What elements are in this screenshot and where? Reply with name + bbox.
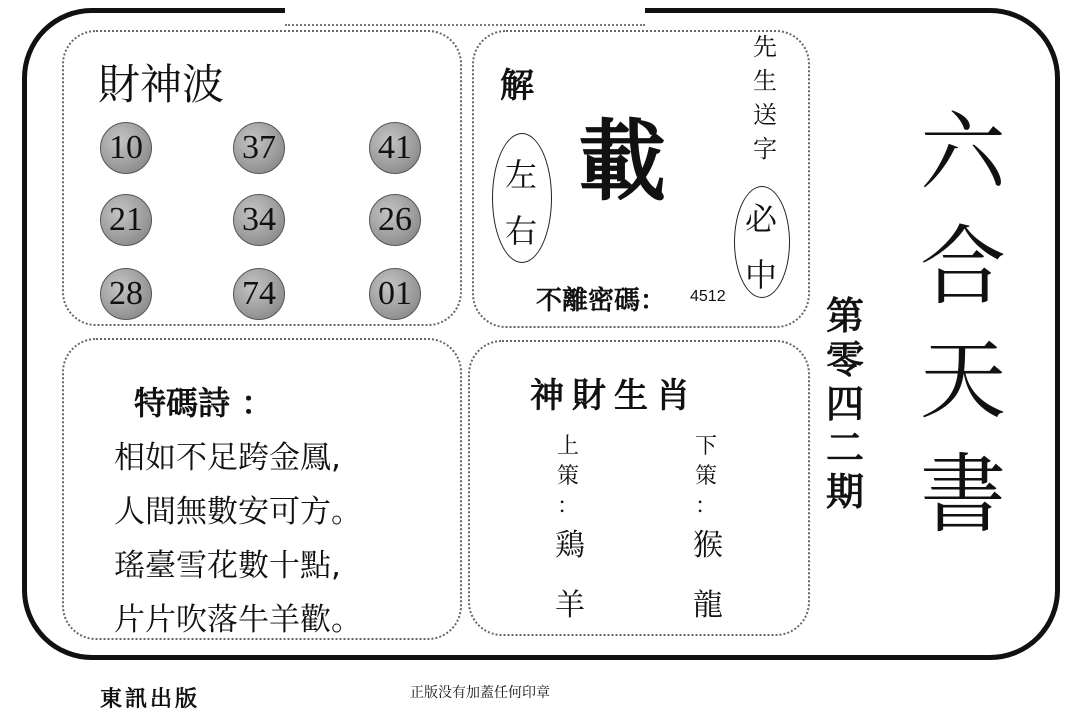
number-ball: 74: [233, 268, 285, 320]
number-ball: 41: [369, 122, 421, 174]
number-ball: 21: [100, 194, 152, 246]
poem-line: 瑤臺雪花數十點,: [114, 548, 341, 584]
oval-char: 左: [505, 156, 538, 194]
clue-label: 解: [500, 66, 534, 106]
number-ball: 28: [100, 268, 152, 320]
oval-char: 右: [505, 212, 538, 250]
issue-number: 第零四二期: [825, 294, 864, 514]
upper-strategy-label: 上 策 ：: [556, 434, 579, 519]
number-ball: 10: [100, 122, 152, 174]
oval-char: 必: [745, 200, 778, 238]
poem-title: 特碼詩 ：: [134, 384, 274, 422]
page-title: 六合天書: [920, 103, 1006, 545]
number-ball: 37: [233, 122, 285, 174]
code-value: 4512: [690, 288, 726, 305]
frame-top-gap: [285, 0, 645, 14]
footnote: 正版没有加蓋任何印章: [410, 685, 550, 701]
number-ball: 26: [369, 194, 421, 246]
side-vertical-text: 先 生 送 字: [753, 33, 777, 163]
number-ball: 01: [369, 268, 421, 320]
oval-char: 中: [745, 256, 778, 294]
poem-line: 片片吹落牛羊歡。: [114, 602, 362, 638]
lower-animals: 猴 龍: [693, 528, 723, 623]
upper-animals: 鶏 羊: [555, 528, 585, 623]
code-label: 不離密碼：: [536, 286, 667, 316]
frame-top-dotted-line: [285, 24, 645, 26]
publisher: 東訊出版: [100, 687, 201, 712]
lower-strategy-label: 下 策 ：: [694, 434, 717, 519]
poem-line: 相如不足跨金鳳,: [114, 440, 341, 476]
clue-big-character: 載: [578, 110, 667, 213]
number-ball: 34: [233, 194, 285, 246]
zodiac-title: 神財生肖: [530, 376, 698, 416]
poem-line: 人間無數安可方。: [114, 494, 362, 530]
wealth-wave-title: 財神波: [98, 60, 225, 109]
